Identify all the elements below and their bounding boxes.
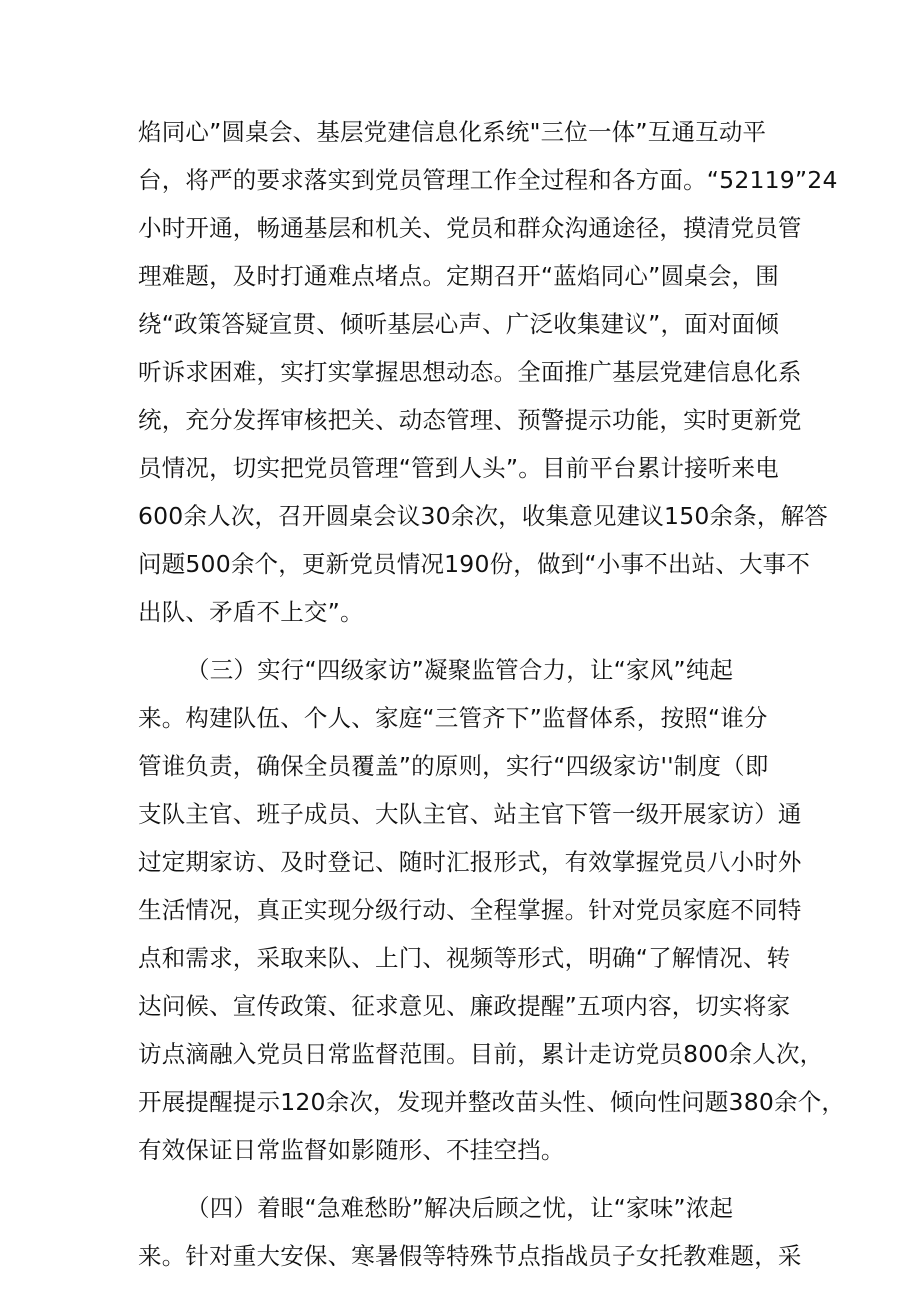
- text-line: 600余人次，召开圆桌会议30余次，收集意见建议150余条，解答: [138, 502, 829, 530]
- text-line: 访点滴融入党员日常监督范围。目前，累计走访党员800余人次，: [138, 1040, 824, 1068]
- text-line: 点和需求，采取来队、上门、视频等形式，明确“了解情况、转: [138, 944, 791, 972]
- text-line: 台，将严的要求落实到党员管理工作全过程和各方面。“52119”24: [138, 166, 838, 194]
- text-line: 理难题，及时打通难点堵点。定期召开“蓝焰同心”圆桌会，围: [138, 262, 779, 290]
- text-line: 来。构建队伍、个人、家庭“三管齐下”监督体系，按照“谁分: [138, 704, 768, 732]
- text-line: 开展提醒提示120余次，发现并整改苗头性、倾向性问题380余个，: [138, 1088, 846, 1116]
- text-line: 听诉求困难，实打实掌握思想动态。全面推广基层党建信息化系: [138, 358, 802, 386]
- text-line: 小时开通，畅通基层和机关、党员和群众沟通途径，摸清党员管: [138, 214, 802, 242]
- text-line: 管谁负责，确保全员覆盖”的原则，实行“四级家访''制度（即: [138, 752, 769, 780]
- text-line: 过定期家访、及时登记、随时汇报形式，有效掌握党员八小时外: [138, 848, 802, 876]
- section-heading-line: （三）实行“四级家访”凝聚监管合力，让“家风”纯起: [186, 656, 734, 684]
- text-line: 问题500余个，更新党员情况190份，做到“小事不出站、大事不: [138, 550, 811, 578]
- text-line: 焰同心”圆桌会、基层党建信息化系统"三位一体”互通互动平: [138, 118, 767, 146]
- text-line: 达问候、宣传政策、征求意见、廉政提醒”五项内容，切实将家: [138, 992, 791, 1020]
- text-line: 支队主官、班子成员、大队主官、站主官下管一级开展家访）通: [138, 800, 802, 828]
- text-line: 统，充分发挥审核把关、动态管理、预警提示功能，实时更新党: [138, 406, 802, 434]
- text-line: 有效保证日常监督如影随形、不挂空挡。: [138, 1136, 565, 1164]
- text-line: 生活情况，真正实现分级行动、全程掌握。针对党员家庭不同特: [138, 896, 802, 924]
- section-heading-line: （四）着眼“急难愁盼”解决后顾之忧，让“家味”浓起: [186, 1194, 734, 1222]
- text-line: 来。针对重大安保、寒暑假等特殊节点指战员子女托教难题，采: [138, 1242, 802, 1270]
- text-line: 员情况，切实把党员管理“管到人头”。目前平台累计接听来电: [138, 454, 779, 482]
- text-line: 出队、矛盾不上交”。: [138, 598, 364, 626]
- text-line: 绕“政策答疑宣贯、倾听基层心声、广泛收集建议”，面对面倾: [138, 310, 779, 338]
